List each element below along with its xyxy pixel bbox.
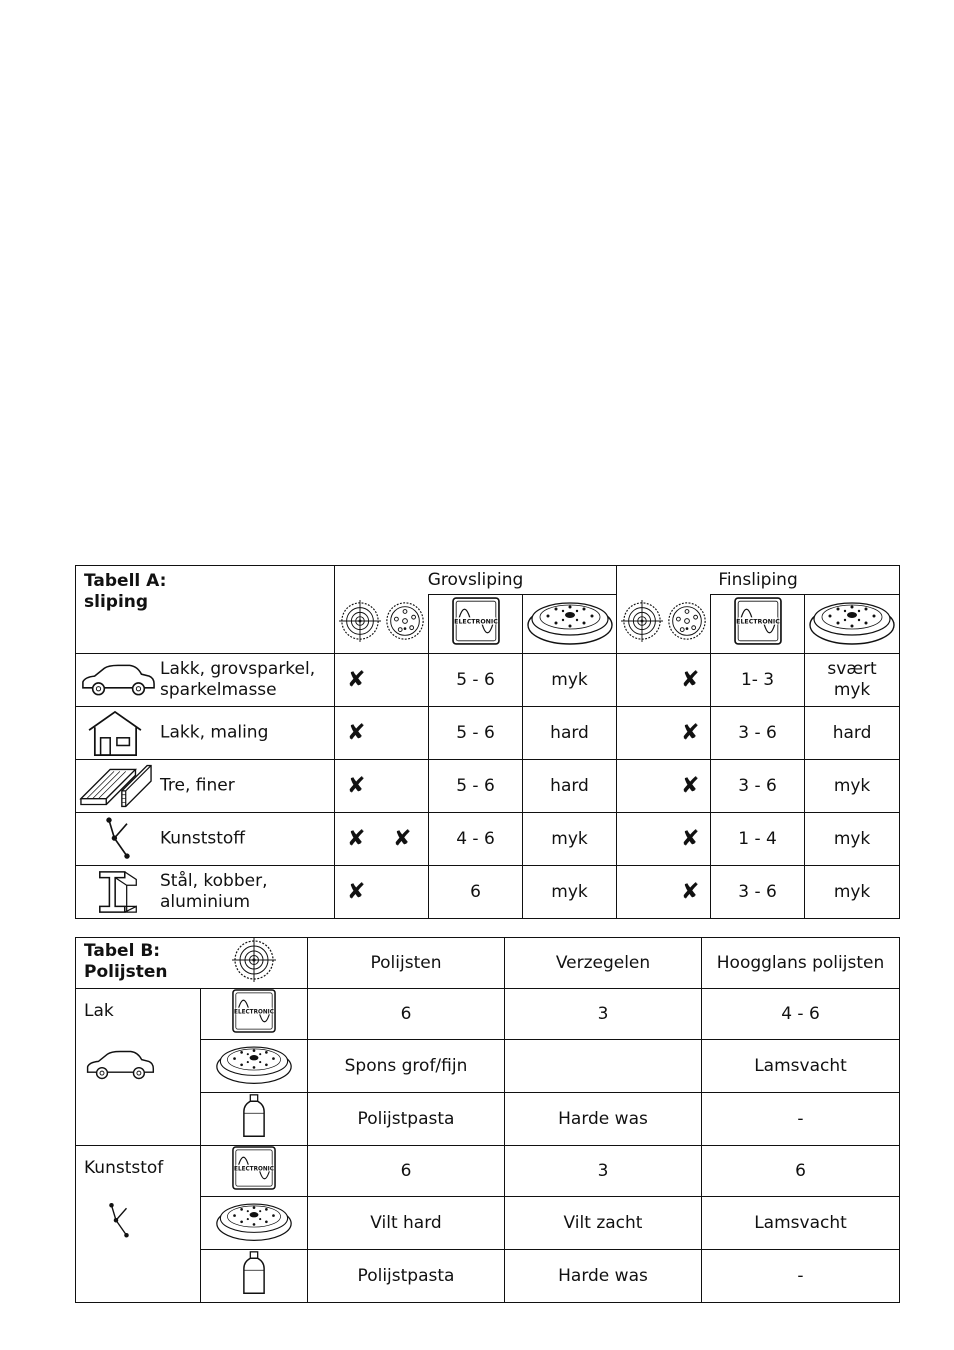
backing-pad-icon [214, 1197, 294, 1243]
fine-speed: 1- 3 [711, 654, 805, 707]
electronic-speed-icon [232, 989, 276, 1033]
header-icon-pad-coarse [523, 595, 617, 654]
cell-polish: 6 [308, 989, 505, 1040]
cell-high-gloss: - [702, 1250, 900, 1303]
cell-high-gloss: 6 [702, 1146, 900, 1197]
polish-bottle-icon [240, 1093, 268, 1139]
fine-pattern-marks [617, 760, 711, 813]
cell-seal: Harde was [505, 1093, 702, 1146]
electronic-speed-icon [734, 597, 782, 645]
fine-pad: myk [805, 866, 900, 919]
check-mark: ✘ [347, 879, 366, 905]
table-row [76, 989, 900, 1040]
check-mark: ✘ [681, 879, 700, 905]
row-label: Stål, kobber, aluminium [160, 871, 268, 912]
row-label: Lakk, maling [160, 722, 269, 743]
coarse-speed: 5 - 6 [429, 760, 523, 813]
cell-polish: 6 [308, 1146, 505, 1197]
coarse-speed: 5 - 6 [429, 654, 523, 707]
table-row [76, 1146, 900, 1197]
row-label-cell [76, 707, 335, 760]
cell-polish: Polijstpasta [308, 1250, 505, 1303]
table-row [76, 813, 900, 866]
header-icon-electronic-coarse [429, 595, 523, 654]
electronic-speed-icon [452, 597, 500, 645]
column-header-polish: Polijsten [308, 938, 505, 989]
table-row [76, 760, 900, 813]
backing-pad-icon [214, 1040, 294, 1086]
check-mark: ✘ [681, 720, 700, 746]
row-icon-cell [201, 1040, 308, 1093]
header-icon-pad-fine [805, 595, 900, 654]
table-row [76, 707, 900, 760]
coarse-pad: hard [523, 707, 617, 760]
check-mark: ✘ [681, 667, 700, 693]
table-b-title-icon-cell [201, 938, 308, 989]
row-label: Kunststoff [160, 828, 246, 849]
check-mark: ✘ [347, 826, 366, 852]
header-icon-patterns-coarse [335, 595, 429, 654]
fine-pattern-marks [617, 813, 711, 866]
group-header-fine: Finsliping [617, 566, 900, 595]
check-mark: ✘ [347, 773, 366, 799]
coarse-speed: 6 [429, 866, 523, 919]
fine-speed: 3 - 6 [711, 707, 805, 760]
plastic-molecule-icon [104, 1200, 134, 1242]
cell-seal [505, 1040, 702, 1093]
backing-pad-icon [808, 595, 896, 647]
row-icon-cell [201, 1197, 308, 1250]
row-label-cell [76, 813, 335, 866]
fine-pad: myk [805, 760, 900, 813]
table-b-title-line2: Polijsten [84, 962, 168, 982]
coarse-pattern-marks [335, 654, 429, 707]
row-icon-cell [201, 1093, 308, 1146]
cell-polish: Vilt hard [308, 1197, 505, 1250]
row-label: Lakk, grovsparkel, sparkelmasse [160, 659, 316, 700]
table-b-title-line1: Tabel B: [84, 941, 161, 961]
cell-polish: Spons grof/fijn [308, 1040, 505, 1093]
table-a-title-line1: Tabell A: [84, 571, 167, 591]
sanding-pad-patterns-icon [620, 599, 708, 643]
row-icon-cell [201, 1146, 308, 1197]
coarse-pattern-marks [335, 707, 429, 760]
coarse-pad: myk [523, 866, 617, 919]
cell-high-gloss: Lamsvacht [702, 1040, 900, 1093]
coarse-pad: myk [523, 654, 617, 707]
fine-pattern-marks [617, 866, 711, 919]
backing-pad-icon [526, 595, 614, 647]
coarse-pattern-marks [335, 760, 429, 813]
house-icon [86, 709, 144, 757]
table-b-title [76, 938, 201, 989]
group-cell-kunststof [76, 1146, 201, 1303]
polish-bottle-icon [240, 1250, 268, 1296]
table-a-title-line2: sliping [84, 592, 149, 612]
table-a-sanding [75, 565, 900, 919]
header-icon-patterns-fine [617, 595, 711, 654]
coarse-pattern-marks [335, 813, 429, 866]
sanding-pad-patterns-icon [338, 599, 426, 643]
table-b-polishing [75, 937, 900, 1303]
cell-high-gloss: - [702, 1093, 900, 1146]
row-icon-cell [201, 1250, 308, 1303]
steel-beam-icon [92, 868, 146, 916]
fine-pad: myk [805, 813, 900, 866]
cell-high-gloss: 4 - 6 [702, 989, 900, 1040]
check-mark: ✘ [681, 826, 700, 852]
table-row [76, 654, 900, 707]
target-pattern-icon [232, 938, 276, 982]
coarse-pad: myk [523, 813, 617, 866]
check-mark: ✘ [347, 667, 366, 693]
coarse-speed: 5 - 6 [429, 707, 523, 760]
electronic-speed-icon [232, 1146, 276, 1190]
row-label-cell [76, 654, 335, 707]
row-label: Tre, finer [160, 775, 235, 796]
group-label: Kunststof [84, 1158, 164, 1178]
fine-speed: 3 - 6 [711, 866, 805, 919]
fine-speed: 3 - 6 [711, 760, 805, 813]
plastic-molecule-icon [100, 816, 136, 862]
table-a-title [76, 566, 335, 654]
column-header-high-gloss: Hoogglans polijsten [702, 938, 900, 989]
cell-polish: Polijstpasta [308, 1093, 505, 1146]
check-mark: ✘ [393, 826, 412, 852]
row-label-cell [76, 866, 335, 919]
row-icon-cell [201, 989, 308, 1040]
check-mark: ✘ [681, 773, 700, 799]
coarse-pattern-marks [335, 866, 429, 919]
header-icon-electronic-fine [711, 595, 805, 654]
wood-boards-icon [79, 764, 153, 809]
fine-pad: svært myk [805, 654, 900, 707]
cell-seal: 3 [505, 1146, 702, 1197]
row-label-cell [76, 760, 335, 813]
fine-pad: hard [805, 707, 900, 760]
group-header-coarse: Grovsliping [335, 566, 617, 595]
cell-seal: Vilt zacht [505, 1197, 702, 1250]
column-header-seal: Verzegelen [505, 938, 702, 989]
cell-seal: 3 [505, 989, 702, 1040]
car-icon [79, 660, 157, 700]
cell-high-gloss: Lamsvacht [702, 1197, 900, 1250]
check-mark: ✘ [347, 720, 366, 746]
group-cell-lak [76, 989, 201, 1146]
coarse-pad: hard [523, 760, 617, 813]
car-icon [84, 1047, 156, 1083]
group-label: Lak [84, 1001, 114, 1021]
coarse-speed: 4 - 6 [429, 813, 523, 866]
table-row [76, 866, 900, 919]
fine-speed: 1 - 4 [711, 813, 805, 866]
fine-pattern-marks [617, 707, 711, 760]
cell-seal: Harde was [505, 1250, 702, 1303]
fine-pattern-marks [617, 654, 711, 707]
